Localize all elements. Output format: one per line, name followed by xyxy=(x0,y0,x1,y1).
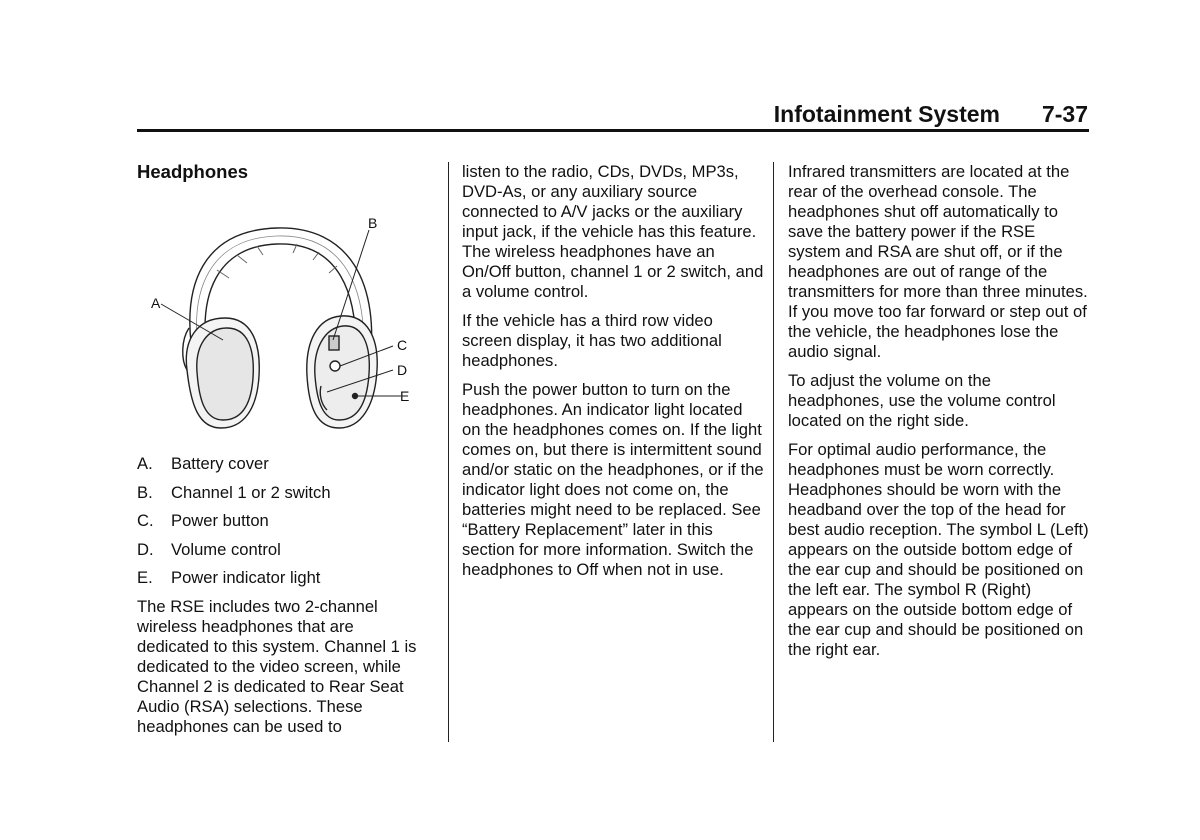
legend-item: E. Power indicator light xyxy=(137,568,321,588)
running-header-title: Infotainment System xyxy=(773,101,1000,127)
paragraph-infrared: Infrared transmitters are located at the rear of the overhead console. The headphones shut off automatically to save the battery power if the RSE system and RSA are shut off, or if the headphones are out of range of the transmitters for more than three minutes. If you move too far forward or step out of the vehicle, the headphones lose the audio signal. xyxy=(788,162,1088,361)
callout-a: A xyxy=(151,295,161,311)
column-divider-1 xyxy=(448,162,449,742)
paragraph-rse-intro: The RSE includes two 2-channel wireless headphones that are dedicated to this system. Channel 1 is dedicated to the video screen, while Channel 2 is dedicated to Rear Seat Audio (RSA) selections. These headphones can be used to xyxy=(137,596,417,736)
column-3 xyxy=(788,162,1090,669)
column-divider-2 xyxy=(773,162,774,742)
paragraph-wearing: For optimal audio performance, the headphones must be worn correctly. Headphones should be worn with the headband over the top of the head for best audio reception. The symbol L (Left) appears on the outside bottom edge of the ear cup and should be positioned on the left ear. The symbol R (Right) appears on the outside bottom edge of the ear cup and should be positioned on the right ear. xyxy=(788,440,1089,659)
column-2 xyxy=(462,162,764,589)
paragraph-volume: To adjust the volume on the headphones, use the volume control located on the right side. xyxy=(788,371,1056,430)
page-number: 7-37 xyxy=(1041,101,1088,127)
callout-e: E xyxy=(400,388,410,404)
headphones-figure xyxy=(137,200,429,440)
headphones-icon xyxy=(137,200,429,440)
paragraph-rse-intro-continued: listen to the radio, CDs, DVDs, MP3s, DVD-As, or any auxiliary source connected to A/V jacks or the auxiliary input jack, if the vehicle has this feature. The wireless headphones have an On/Off button, channel 1 or 2 switch, and a volume control. xyxy=(462,162,764,301)
legend-item: D. Volume control xyxy=(137,539,281,559)
section-title: Headphones xyxy=(137,161,249,182)
header-rule xyxy=(137,129,1089,132)
legend-item: B. Channel 1 or 2 switch xyxy=(137,482,331,502)
paragraph-third-row: If the vehicle has a third row video screen display, it has two additional headphones. xyxy=(462,311,722,370)
legend-item: C. Power button xyxy=(137,511,269,531)
paragraph-power-button: Push the power button to turn on the headphones. An indicator light located on the headphones comes on. If the light comes on, but there is intermittent sound and/or static on the headphones, or if the indicator light does not come on, the batteries might need to be replaced. See “Battery Replacement” later in this section for more information. Switch the headphones to Off when not in use. xyxy=(462,380,764,579)
column-1 xyxy=(137,162,429,746)
legend-item: A. Battery cover xyxy=(137,454,269,473)
legend-list xyxy=(137,454,429,588)
callout-d: D xyxy=(397,362,408,378)
callout-b: B xyxy=(368,215,378,231)
callout-c: C xyxy=(397,337,408,353)
